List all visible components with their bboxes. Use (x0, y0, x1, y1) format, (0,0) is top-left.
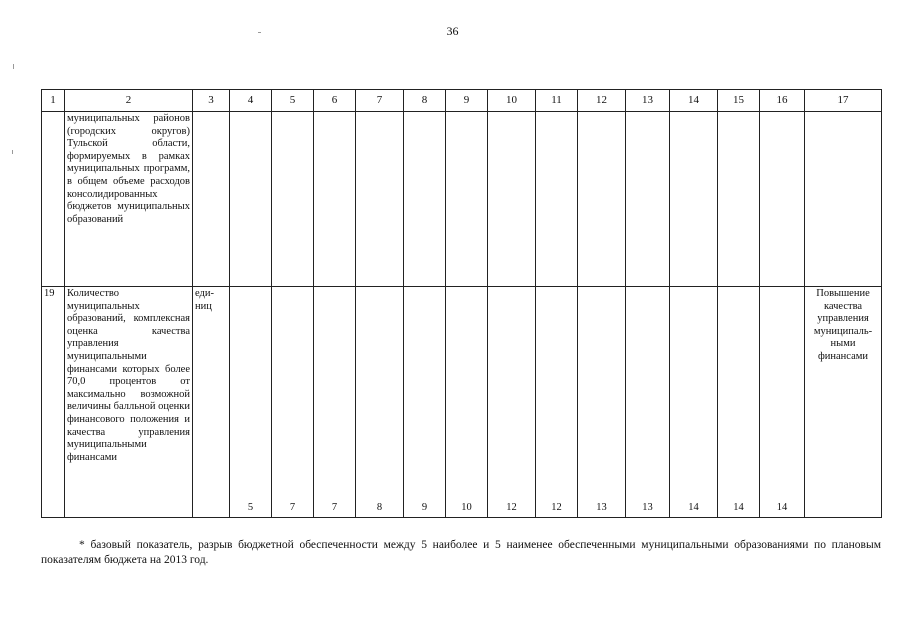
value-cell: 13 (626, 287, 670, 518)
header-cell: 2 (65, 90, 193, 112)
value-cell (230, 112, 272, 287)
value-cell (718, 112, 760, 287)
value-cell (536, 112, 578, 287)
table-row-19 (42, 287, 882, 518)
value-cell: 14 (670, 287, 718, 518)
header-cell: 11 (536, 90, 578, 112)
value-cell (356, 112, 404, 287)
value-cell: 14 (718, 287, 760, 518)
header-cell: 8 (404, 90, 446, 112)
value-cell: 5 (230, 287, 272, 518)
unit-cell (193, 112, 230, 287)
scan-speck (13, 64, 14, 69)
note-cell: Повышение качества управления муниципаль-ными финансами (805, 287, 882, 518)
indicator-table (41, 89, 882, 518)
column-number-row (42, 90, 882, 112)
unit-cell: еди-ниц (193, 287, 230, 518)
indicator-description: Количество муниципальных образований, комплексная оценка качества управления муниципальными финансами которых более 70,0 процентов от максимально возможной величины балльной оценки финансового положения и качества управления муниципальными финансами (65, 287, 193, 518)
page-number: 36 (446, 24, 459, 38)
header-cell: 7 (356, 90, 404, 112)
value-cell: 12 (536, 287, 578, 518)
value-cell (760, 112, 805, 287)
footnote: * базовый показатель, разрыв бюджетной обеспеченности между 5 наиболее и 5 наименее обеспеченными муниципальными образованиями по плановым показателям бюджета на 2013 год. (41, 539, 881, 566)
value-cell: 7 (314, 287, 356, 518)
header-cell: 13 (626, 90, 670, 112)
indicator-description: муниципальных районов (городских округов) Тульской области, формируемых в рамках муниципальных программ, в общем объеме расходов консолидированных бюджетов муниципальных образований (65, 112, 193, 287)
header-cell: 15 (718, 90, 760, 112)
header-cell: 1 (42, 90, 65, 112)
table-row-continuation (42, 112, 882, 287)
header-cell: 6 (314, 90, 356, 112)
note-cell (805, 112, 882, 287)
header-cell: 5 (272, 90, 314, 112)
value-cell: 12 (488, 287, 536, 518)
value-cell (272, 112, 314, 287)
header-cell: 17 (805, 90, 882, 112)
value-cell (626, 112, 670, 287)
value-cell: 10 (446, 287, 488, 518)
header-cell: 12 (578, 90, 626, 112)
value-cell (404, 112, 446, 287)
value-cell (578, 112, 626, 287)
row-number-cell (42, 112, 65, 287)
header-cell: 4 (230, 90, 272, 112)
value-cell: 14 (760, 287, 805, 518)
scan-speck (258, 32, 261, 33)
value-cell: 13 (578, 287, 626, 518)
header-cell: 3 (193, 90, 230, 112)
header-cell: 10 (488, 90, 536, 112)
row-number-cell: 19 (42, 287, 65, 518)
header-cell: 9 (446, 90, 488, 112)
header-cell: 16 (760, 90, 805, 112)
value-cell: 9 (404, 287, 446, 518)
value-cell (314, 112, 356, 287)
scan-speck (12, 150, 13, 154)
value-cell (446, 112, 488, 287)
value-cell: 7 (272, 287, 314, 518)
value-cell: 8 (356, 287, 404, 518)
value-cell (670, 112, 718, 287)
value-cell (488, 112, 536, 287)
header-cell: 14 (670, 90, 718, 112)
